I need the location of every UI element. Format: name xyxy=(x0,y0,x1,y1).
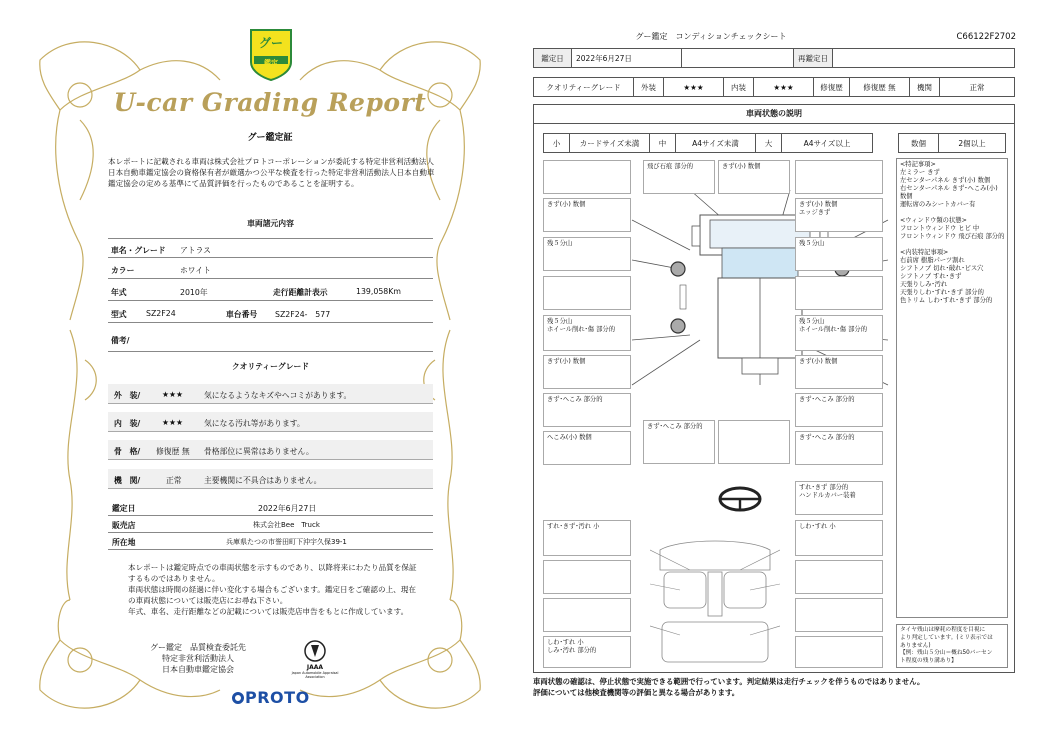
damage-box-right-8 xyxy=(795,431,883,465)
interior-label: 内装 xyxy=(724,78,754,97)
damage-text: きず(小) 数個 xyxy=(722,163,761,170)
damage-text: エッジきず xyxy=(799,209,831,216)
interior-box-right-4 xyxy=(795,636,883,668)
jaaa-logo xyxy=(290,640,340,679)
vehicle-color-row xyxy=(108,259,433,279)
vehicle-name-row xyxy=(108,238,433,258)
state-title: 車両状態の説明 xyxy=(533,104,1015,124)
interior-box-right-2 xyxy=(795,560,883,594)
address-label: 所在地 xyxy=(112,538,136,547)
issuer-block xyxy=(150,642,280,675)
interior-box-right-1 xyxy=(795,520,883,556)
count-value: 2個以上 xyxy=(939,134,1006,153)
model-value: SZ2F24 xyxy=(146,309,176,318)
damage-text: ホイール削れ･傷 部分的 xyxy=(547,326,615,333)
certificate-notes: 本レポートは鑑定時点での車両状態を示すものであり、以降将来にわたり品質を保証するものではありません。 車両状態は時間の経過に伴い変化する場合もございます。鑑定日をご確認の上、現在の車両状態については販売店にお尋ね下さい。 年式、車名、走行距離などの記載については販売店申告をもとに作成しています。 xyxy=(128,563,417,616)
damage-text: 残５分山 xyxy=(547,318,573,325)
engine-label: 機関 xyxy=(910,78,940,97)
issuer-line: 特定非営利活動法人 xyxy=(162,654,234,663)
damage-box-right-2 xyxy=(795,198,883,232)
tire-note xyxy=(896,624,1008,668)
tire-note-line: タイヤ残山は摩耗の程度を目視に xyxy=(900,627,986,633)
quality-label: 内 装/ xyxy=(114,419,141,428)
size-small-value: カードサイズ未満 xyxy=(570,134,650,153)
damage-text: 残５分山 xyxy=(799,318,825,325)
damage-text: 飛び石痕 部分的 xyxy=(647,163,694,170)
tire-note-line: より判定しています。(ミリ表示では xyxy=(900,634,993,641)
count-label: 数個 xyxy=(899,134,939,153)
tire-note-line: 【例：残山５分山＝概ね50パーセン xyxy=(900,650,993,657)
certificate-intro: 本レポートに記載される車両は株式会社プロトコーポレーションが委託する特定非営利活動法人日本自動車鑑定協会の資格保有者が厳選かつ公平な検査を行った特定非営利活動法人日本自動車鑑定協会の定める基準にて品質評価を行ったものであることを証明する。 xyxy=(108,157,435,188)
quality-label: 骨 格/ xyxy=(114,447,141,456)
special-notes-panel xyxy=(896,158,1008,618)
note-line: 天張りしわ･すれ･きず 部分的 xyxy=(900,289,984,296)
damage-text: しわ･すれ 小 xyxy=(799,523,836,530)
note-line: 右前席 樹脂パーツ割れ xyxy=(900,257,965,264)
damage-text: きず(小) 数個 xyxy=(799,358,838,365)
damage-box-right-5 xyxy=(795,315,883,351)
vehicle-year-row xyxy=(108,281,433,301)
certificate-subtitle: グー鑑定証 xyxy=(247,133,293,143)
footer-line: 車両状態の確認は、停止状態で実施できる範囲で行っています。判定結果は走行チェックを伴うものではありません。 xyxy=(533,677,925,686)
damage-text: ハンドルカバー装着 xyxy=(799,492,856,499)
interior-seat-diagram xyxy=(650,530,780,668)
vehicle-color-label: カラー xyxy=(111,266,135,275)
store-row xyxy=(108,516,433,533)
interior-box-left-2 xyxy=(543,560,631,594)
condition-check-sheet xyxy=(520,0,1046,744)
appraisal-date-label: 鑑定日 xyxy=(112,504,136,513)
appraisal-date-row xyxy=(108,499,433,516)
note-line: 色トリム しわ･すれ･きず 部分的 xyxy=(900,297,993,304)
interior-box-left-4 xyxy=(543,636,631,668)
damage-text: きず･へこみ 部分的 xyxy=(647,423,703,430)
damage-text: しわ･すれ 小 xyxy=(547,639,584,646)
reappraisal-value xyxy=(833,49,1015,68)
interior-box-left-3 xyxy=(543,598,631,632)
grading-certificate xyxy=(0,0,520,744)
quality-grade: ★★★ xyxy=(162,390,183,399)
appraisal-date-table xyxy=(533,48,1015,68)
damage-box-left-3 xyxy=(543,237,631,271)
remarks-label: 備考/ xyxy=(111,336,130,345)
interior-value: ★★★ xyxy=(754,78,814,97)
damage-box-right-7 xyxy=(795,393,883,427)
damage-text: 残５分山 xyxy=(799,240,825,247)
damage-box-left-7 xyxy=(543,393,631,427)
damage-text: しみ･汚れ 部分的 xyxy=(547,647,597,654)
damage-box-right-6 xyxy=(795,355,883,389)
vehicle-color-value: ホワイト xyxy=(180,266,211,275)
mileage-value: 139,058Km xyxy=(356,287,401,296)
damage-box-front-right xyxy=(718,160,790,194)
quality-section-title: クオリティーグレード xyxy=(231,362,310,371)
damage-box-left-6 xyxy=(543,355,631,389)
damage-text: すれ･きず 部分的 xyxy=(799,484,849,491)
interior-box-right-3 xyxy=(795,598,883,632)
damage-text: きず(小) 数個 xyxy=(547,201,586,208)
size-large-label: 大 xyxy=(756,134,782,153)
note-line: 左センターパネル きず(小) 数個 xyxy=(900,177,991,184)
vehicle-name-label: 車名・グレード xyxy=(111,246,166,255)
vehicle-name-value: アトラス xyxy=(180,246,211,255)
quality-grade-label: クオリティーグレード xyxy=(534,78,634,97)
grade-table xyxy=(533,77,1015,97)
damage-box-right-3 xyxy=(795,237,883,271)
jaaa-emblem-icon xyxy=(304,640,326,662)
note-line xyxy=(900,241,1004,249)
jaaa-label: JAAA xyxy=(306,664,324,671)
steering-wheel-icon xyxy=(718,486,762,512)
quality-grade: 正常 xyxy=(166,476,182,485)
vehicle-year-label: 年式 xyxy=(111,288,127,297)
damage-text: 残５分山 xyxy=(547,240,573,247)
vehicle-model-row xyxy=(108,303,433,323)
damage-box-left-2 xyxy=(543,198,631,232)
damage-box-left-4 xyxy=(543,276,631,310)
count-legend-table xyxy=(898,133,1006,153)
badge-text-top: グー xyxy=(258,36,283,50)
damage-box-left-1 xyxy=(543,160,631,194)
note-line: シフトノブ 切れ･破れ･ピス穴 xyxy=(900,265,984,272)
note-line: フロントウィンドウ 飛び石痕 部分的 xyxy=(900,233,1005,240)
damage-box-left-8 xyxy=(543,431,631,465)
repair-value: 修復歴 無 xyxy=(850,78,910,97)
repair-label: 修復歴 xyxy=(814,78,850,97)
sheet-code: C66122F2702 xyxy=(956,32,1016,42)
exterior-label: 外装 xyxy=(634,78,664,97)
proto-logo xyxy=(232,688,310,707)
store-value: 株式会社Bee Truck xyxy=(253,521,320,529)
damage-box-rear-left xyxy=(643,420,715,464)
size-medium-value: A4サイズ未満 xyxy=(676,134,756,153)
appraisal-date-value: 2022年6月27日 xyxy=(258,504,317,513)
size-medium-label: 中 xyxy=(650,134,676,153)
address-value: 兵庫県たつの市誉田町下沖宇久保39-1 xyxy=(226,538,347,546)
note-line: 左ミラー きず xyxy=(900,169,940,176)
store-label: 販売店 xyxy=(112,521,136,530)
size-large-value: A4サイズ以上 xyxy=(782,134,873,153)
proto-mark-icon xyxy=(232,692,244,704)
quality-label: 外 装/ xyxy=(114,391,141,400)
damage-text: きず･へこみ 部分的 xyxy=(799,434,855,441)
quality-row xyxy=(108,382,433,406)
quality-comment: 骨格部位に異常はありません。 xyxy=(204,447,314,456)
vehicle-year-value: 2010年 xyxy=(180,288,208,297)
exterior-value: ★★★ xyxy=(664,78,724,97)
footer-line: 評価については他検査機関等の評価と異なる場合があります。 xyxy=(533,688,740,697)
engine-value: 正常 xyxy=(940,78,1015,97)
tire-note-line: ト程度の残り溝あり】 xyxy=(900,658,957,665)
note-line: <特記事項> xyxy=(900,161,936,168)
damage-text: へこみ(小) 数個 xyxy=(547,434,592,441)
damage-box-right-4 xyxy=(795,276,883,310)
note-line: シフトノブ すれ･きず xyxy=(900,273,962,280)
issuer-line: 日本自動車鑑定協会 xyxy=(162,665,234,674)
certificate-title: U-car Grading Report xyxy=(113,88,427,117)
quality-comment: 気になるようなキズやヘコミがあります。 xyxy=(204,391,352,400)
damage-text: きず(小) 数個 xyxy=(547,358,586,365)
chassis-label: 車台番号 xyxy=(226,310,258,319)
jaaa-subtitle: Japan Automobile Appraisal Association xyxy=(291,671,339,679)
model-label: 型式 xyxy=(111,310,127,319)
reappraisal-label: 再鑑定日 xyxy=(794,49,833,68)
damage-box-left-5 xyxy=(543,315,631,351)
quality-comment: 気になる汚れ等があります。 xyxy=(204,419,305,428)
damage-text: きず･へこみ 部分的 xyxy=(547,396,603,403)
issuer-line: グー鑑定 品質検査委託先 xyxy=(150,643,246,652)
size-small-label: 小 xyxy=(544,134,570,153)
quality-row xyxy=(108,467,433,491)
damage-text: ホイール削れ･傷 部分的 xyxy=(799,326,867,333)
vehicle-section-title: 車両諸元内容 xyxy=(247,219,294,228)
note-line: <内装特記事項> xyxy=(900,249,949,256)
quality-comment: 主要機関に不具合はありません。 xyxy=(204,476,322,485)
damage-box-rear-right xyxy=(718,420,790,464)
damage-text: すれ･きず･汚れ 小 xyxy=(547,523,600,530)
proto-label: PROTO xyxy=(245,688,310,707)
sheet-title: グー鑑定 コンディションチェックシート xyxy=(635,32,787,41)
quality-grade: ★★★ xyxy=(162,418,183,427)
mileage-label: 走行距離計表示 xyxy=(273,288,328,297)
note-line: 運転席のみシートカバー有 xyxy=(900,201,976,208)
size-legend-table xyxy=(543,133,873,153)
damage-text: きず･へこみ 部分的 xyxy=(799,396,855,403)
damage-text: きず(小) 数個 xyxy=(799,201,838,208)
quality-row xyxy=(108,410,433,434)
damage-box-steering xyxy=(795,481,883,515)
date-label: 鑑定日 xyxy=(534,49,572,68)
quality-grade: 修復歴 無 xyxy=(156,447,190,456)
note-line: <ウィンドウ類の状態> xyxy=(900,217,967,224)
date-value: 2022年6月27日 xyxy=(572,49,682,68)
interior-box-left-1 xyxy=(543,520,631,556)
address-row xyxy=(108,533,433,550)
chassis-value: SZ2F24- 577 xyxy=(275,310,331,319)
remarks-row xyxy=(108,328,433,352)
note-line: フロントウィンドウ ヒビ 中 xyxy=(900,225,980,232)
note-line xyxy=(900,209,1004,217)
quality-row xyxy=(108,438,433,462)
tire-note-line: ありません) xyxy=(900,642,931,649)
note-line: 数個 xyxy=(900,193,913,200)
quality-label: 機 関/ xyxy=(114,476,141,485)
badge-text-bottom: 鑑定 xyxy=(264,59,278,67)
note-line: 天張りしみ･汚れ xyxy=(900,281,948,288)
damage-box-front-left xyxy=(643,160,715,194)
note-line: 右センターパネル きず･へこみ(小) xyxy=(900,185,998,192)
damage-box-right-1 xyxy=(795,160,883,194)
